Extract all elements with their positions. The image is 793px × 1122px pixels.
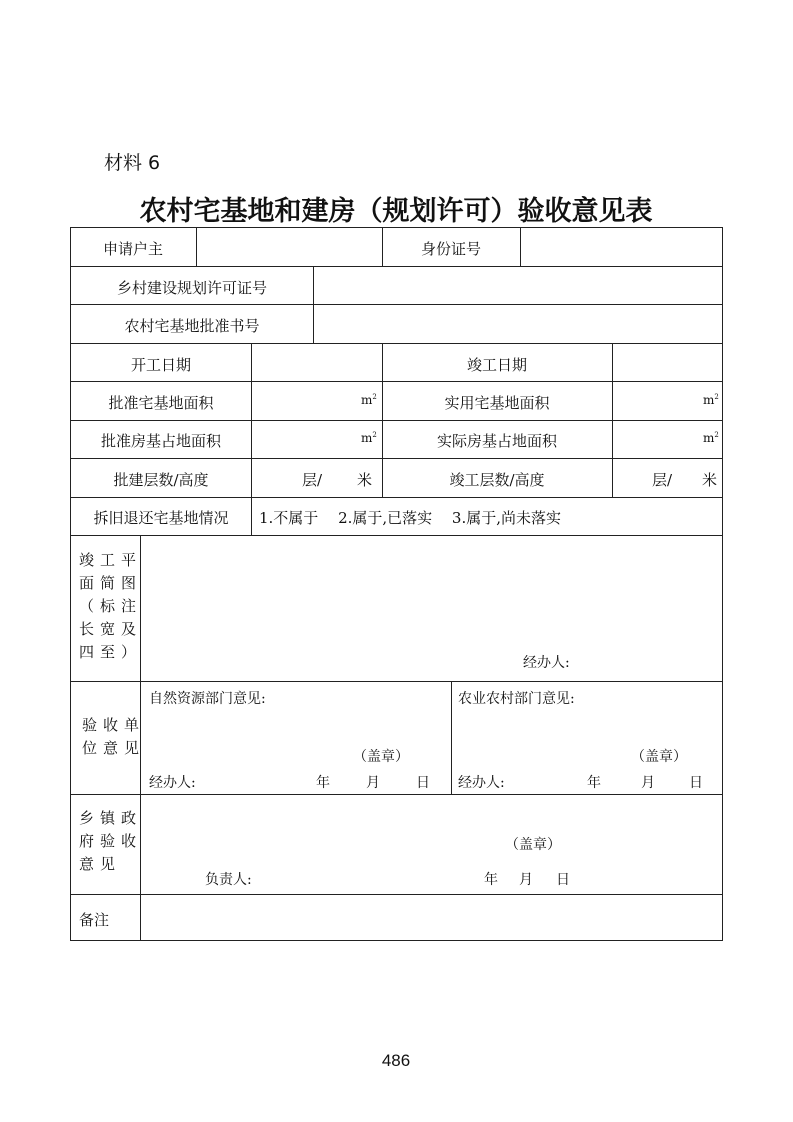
- area-unit: $m^2$: [361, 431, 377, 445]
- ag-day: 日: [689, 775, 703, 791]
- floors-unit: 层/: [302, 471, 323, 489]
- plan-drawing-area[interactable]: [141, 536, 722, 681]
- remarks-field[interactable]: [141, 895, 722, 940]
- ag-seal: （盖章）: [631, 749, 687, 765]
- floors-unit: 层/: [652, 471, 673, 489]
- nr-day: 日: [416, 775, 430, 791]
- page-number: 486: [381, 1051, 411, 1070]
- township-label: 乡镇政 府验收 意见: [79, 809, 143, 873]
- height-unit: 米: [702, 471, 718, 489]
- actual-homestead-area-label: 实用宅基地面积: [444, 394, 550, 412]
- start-date-label: 开工日期: [130, 356, 192, 374]
- township-day: 日: [556, 872, 570, 888]
- nr-seal: （盖章）: [353, 749, 409, 765]
- completion-date-field[interactable]: [613, 344, 722, 381]
- planning-permit-field[interactable]: [314, 267, 722, 304]
- ag-month: 月: [641, 775, 655, 791]
- ag-handler: 经办人:: [458, 775, 505, 791]
- homestead-approval-field[interactable]: [314, 305, 722, 343]
- ag-year: 年: [587, 775, 601, 791]
- approved-floors-label: 批建层数/高度: [113, 471, 209, 489]
- nr-handler: 经办人:: [149, 775, 196, 791]
- nr-dept-opinion-label: 自然资源部门意见:: [149, 691, 266, 707]
- planning-permit-label: 乡村建设规划许可证号: [116, 279, 268, 297]
- area-unit: $m^2$: [703, 431, 719, 445]
- completed-floors-label: 竣工层数/高度: [449, 471, 545, 489]
- township-month: 月: [519, 872, 533, 888]
- acceptance-label: 验收单 位意见: [82, 716, 146, 757]
- nr-year: 年: [316, 775, 330, 791]
- area-unit: $m^2$: [361, 393, 377, 407]
- height-unit: 米: [357, 471, 373, 489]
- start-date-field[interactable]: [252, 344, 382, 381]
- plan-handler-label: 经办人:: [523, 655, 570, 671]
- township-year: 年: [484, 872, 498, 888]
- completion-date-label: 竣工日期: [466, 356, 528, 374]
- applicant-label: 申请户主: [102, 240, 164, 258]
- area-unit: $m^2$: [703, 393, 719, 407]
- demolition-options[interactable]: 1.不属于 2.属于,已落实 3.属于,尚未落实: [259, 509, 562, 527]
- material-label: 材料 6: [104, 152, 161, 174]
- demolition-status-label: 拆旧退还宅基地情况: [93, 509, 229, 527]
- approved-building-area-label: 批准房基占地面积: [100, 432, 222, 450]
- ag-dept-opinion-label: 农业农村部门意见:: [458, 691, 575, 707]
- id-number-field[interactable]: [521, 228, 722, 266]
- actual-building-area-label: 实际房基占地面积: [436, 432, 558, 450]
- applicant-field[interactable]: [197, 228, 382, 266]
- approved-homestead-area-label: 批准宅基地面积: [108, 394, 214, 412]
- remarks-label: 备注: [79, 911, 110, 929]
- page-title: 农村宅基地和建房（规划许可）验收意见表: [139, 196, 653, 227]
- nr-month: 月: [366, 775, 380, 791]
- homestead-approval-label: 农村宅基地批准书号: [124, 317, 260, 335]
- plan-label: 竣工平 面简图 （标注 长宽及 四至）: [79, 551, 143, 661]
- township-seal: （盖章）: [505, 837, 561, 853]
- id-number-label: 身份证号: [420, 240, 482, 258]
- township-responsible: 负责人:: [205, 872, 252, 888]
